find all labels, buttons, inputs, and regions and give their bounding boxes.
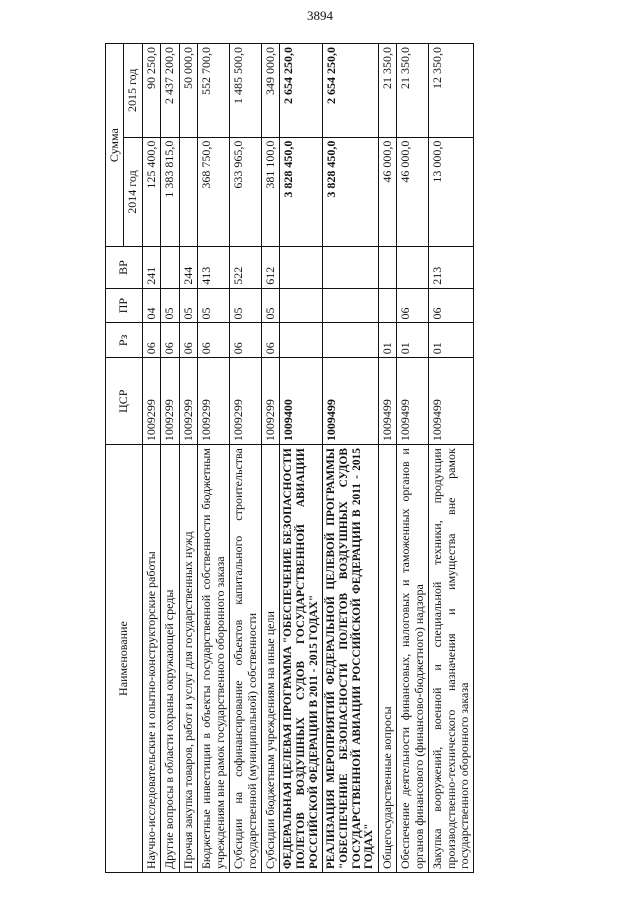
row-name: Бюджетные инвестиции в объекты государственной собственности бюджетным учреждениям вне рамок государственного оборонного заказа bbox=[198, 445, 230, 873]
row-csr: 1009499 bbox=[323, 358, 379, 445]
page-number: 3894 bbox=[307, 8, 333, 23]
row-csr: 1009499 bbox=[397, 358, 429, 445]
row-name: Субсидии бюджетным учреждениям на иные цели bbox=[261, 445, 279, 873]
row-sum-2015: 1 485 500,0 bbox=[230, 44, 262, 138]
table-row bbox=[397, 44, 429, 873]
row-name: Субсидии на софинансирование объектов капитального строительства государственной (муниципальной) собственности bbox=[230, 445, 262, 873]
row-sum-2015: 552 700,0 bbox=[198, 44, 230, 138]
header-pr: ПР bbox=[106, 288, 143, 323]
row-rz: 06 bbox=[198, 323, 230, 358]
row-csr: 1009299 bbox=[179, 358, 197, 445]
row-rz: 06 bbox=[142, 323, 160, 358]
row-rz: 01 bbox=[429, 323, 474, 358]
row-sum-2015: 90 250,0 bbox=[142, 44, 160, 138]
row-rz bbox=[323, 323, 379, 358]
header-2015: 2015 год bbox=[124, 44, 142, 138]
row-sum-2015: 2 654 250,0 bbox=[280, 44, 323, 138]
row-sum-2014: 46 000,0 bbox=[378, 137, 396, 247]
row-sum-2014: 633 965,0 bbox=[230, 137, 262, 247]
row-vr bbox=[378, 247, 396, 288]
row-rz bbox=[280, 323, 323, 358]
row-name: Обеспечение деятельности финансовых, налоговых и таможенных органов и органов финансового (финансово-бюджетного) надзора bbox=[397, 445, 429, 873]
row-csr: 1009499 bbox=[429, 358, 474, 445]
row-pr: 05 bbox=[261, 288, 279, 323]
row-sum-2015: 2 654 250,0 bbox=[323, 44, 379, 138]
row-csr: 1009299 bbox=[161, 358, 179, 445]
row-rz: 01 bbox=[397, 323, 429, 358]
row-sum-2015: 21 350,0 bbox=[378, 44, 396, 138]
row-sum-2014 bbox=[179, 137, 197, 247]
row-vr bbox=[323, 247, 379, 288]
header-rz: Рз bbox=[106, 323, 143, 358]
budget-table bbox=[105, 43, 474, 873]
row-vr: 413 bbox=[198, 247, 230, 288]
row-vr: 522 bbox=[230, 247, 262, 288]
row-sum-2014: 3 828 450,0 bbox=[280, 137, 323, 247]
row-pr: 05 bbox=[179, 288, 197, 323]
row-rz: 06 bbox=[179, 323, 197, 358]
row-sum-2014: 1 383 815,0 bbox=[161, 137, 179, 247]
row-pr bbox=[378, 288, 396, 323]
row-csr: 1009499 bbox=[378, 358, 396, 445]
row-sum-2015: 12 350,0 bbox=[429, 44, 474, 138]
row-pr: 06 bbox=[397, 288, 429, 323]
row-csr: 1009299 bbox=[142, 358, 160, 445]
row-csr: 1009299 bbox=[198, 358, 230, 445]
header-sum: Сумма bbox=[106, 44, 124, 247]
rotated-table-container bbox=[105, 43, 580, 873]
row-rz: 01 bbox=[378, 323, 396, 358]
row-vr bbox=[397, 247, 429, 288]
row-rz: 06 bbox=[230, 323, 262, 358]
row-csr: 1009400 bbox=[280, 358, 323, 445]
table-row bbox=[261, 44, 279, 873]
header-name: Наименование bbox=[106, 445, 143, 873]
row-sum-2015: 349 000,0 bbox=[261, 44, 279, 138]
row-sum-2015: 50 000,0 bbox=[179, 44, 197, 138]
row-name: ФЕДЕРАЛЬНАЯ ЦЕЛЕВАЯ ПРОГРАММА "ОБЕСПЕЧЕНИЕ БЕЗОПАСНОСТИ ПОЛЕТОВ ВОЗДУШНЫХ СУДОВ ГОСУДАРСТВЕННОЙ АВИАЦИИ РОССИЙСКОЙ ФЕДЕРАЦИИ В 2011 - 2015 ГОДАХ" bbox=[280, 445, 323, 873]
table-row bbox=[378, 44, 396, 873]
table-row bbox=[280, 44, 323, 873]
header-csr: ЦСР bbox=[106, 358, 143, 445]
row-name: Научно-исследовательские и опытно-конструкторские работы bbox=[142, 445, 160, 873]
table-body bbox=[142, 44, 474, 873]
row-sum-2014: 3 828 450,0 bbox=[323, 137, 379, 247]
table-row bbox=[198, 44, 230, 873]
row-pr: 05 bbox=[198, 288, 230, 323]
row-rz: 06 bbox=[261, 323, 279, 358]
row-sum-2015: 2 437 200,0 bbox=[161, 44, 179, 138]
table-row bbox=[142, 44, 160, 873]
row-vr: 213 bbox=[429, 247, 474, 288]
header-vr: ВР bbox=[106, 247, 143, 288]
table-row bbox=[179, 44, 197, 873]
row-vr bbox=[280, 247, 323, 288]
row-vr: 612 bbox=[261, 247, 279, 288]
header-row bbox=[106, 44, 124, 873]
row-csr: 1009299 bbox=[261, 358, 279, 445]
table-row bbox=[429, 44, 474, 873]
row-pr bbox=[323, 288, 379, 323]
row-name: Закупка вооружений, военной и специальной техники, продукции производственно-технического назначения и имущества вне рамок государственного оборонного заказа bbox=[429, 445, 474, 873]
row-name: Прочая закупка товаров, работ и услуг для государственных нужд bbox=[179, 445, 197, 873]
row-pr: 05 bbox=[161, 288, 179, 323]
table-row bbox=[161, 44, 179, 873]
row-name: РЕАЛИЗАЦИЯ МЕРОПРИЯТИЙ ФЕДЕРАЛЬНОЙ ЦЕЛЕВОЙ ПРОГРАММЫ "ОБЕСПЕЧЕНИЕ БЕЗОПАСНОСТИ ПОЛЕТОВ ВОЗДУШНЫХ СУДОВ ГОСУДАРСТВЕННОЙ АВИАЦИИ РОССИЙСКОЙ ФЕДЕРАЦИИ В 2011 - 2015 ГОДАХ" bbox=[323, 445, 379, 873]
table-row bbox=[323, 44, 379, 873]
row-pr bbox=[280, 288, 323, 323]
row-sum-2014: 125 400,0 bbox=[142, 137, 160, 247]
row-sum-2014: 368 750,0 bbox=[198, 137, 230, 247]
row-pr: 05 bbox=[230, 288, 262, 323]
row-csr: 1009299 bbox=[230, 358, 262, 445]
row-rz: 06 bbox=[161, 323, 179, 358]
row-vr: 244 bbox=[179, 247, 197, 288]
table-row bbox=[230, 44, 262, 873]
row-sum-2014: 13 000,0 bbox=[429, 137, 474, 247]
row-pr: 06 bbox=[429, 288, 474, 323]
row-pr: 04 bbox=[142, 288, 160, 323]
row-name: Другие вопросы в области охраны окружающей среды bbox=[161, 445, 179, 873]
row-sum-2014: 46 000,0 bbox=[397, 137, 429, 247]
row-sum-2015: 21 350,0 bbox=[397, 44, 429, 138]
row-vr: 241 bbox=[142, 247, 160, 288]
header-2014: 2014 год bbox=[124, 137, 142, 247]
row-name: Общегосударственные вопросы bbox=[378, 445, 396, 873]
row-sum-2014: 381 100,0 bbox=[261, 137, 279, 247]
row-vr bbox=[161, 247, 179, 288]
